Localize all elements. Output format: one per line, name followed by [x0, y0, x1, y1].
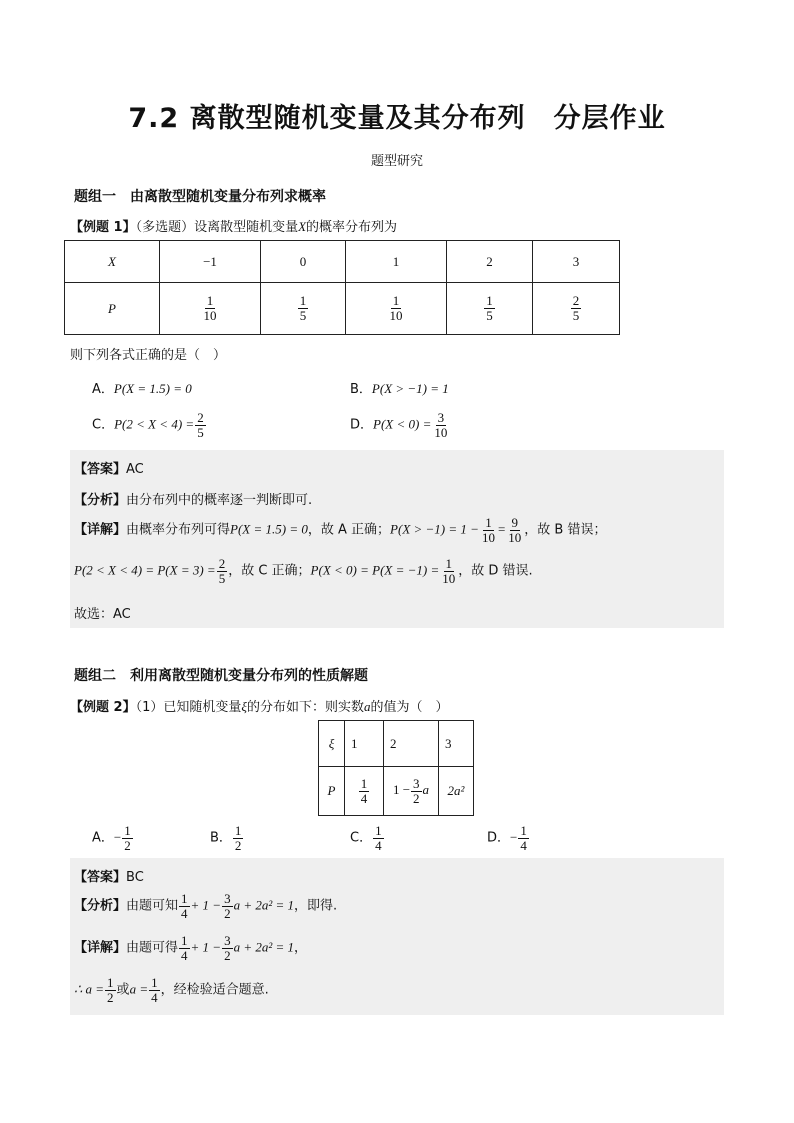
table2-row-xi: ξ 1 2 3	[319, 721, 474, 767]
analysis-1: 【分析】由分布列中的概率逐一判断即可.	[74, 493, 313, 508]
table1-row-p	[65, 283, 620, 335]
option-d: D．P(X < 0) = $\frac{3}{10}$	[350, 410, 448, 440]
table1-x-cell: 1	[346, 241, 447, 283]
detail-2: 【详解】由题可得 $\frac{1}{4}$ + 1 − $\frac{3}{2}$ a + 2a² = 1，	[74, 933, 308, 963]
group1-heading: 题组一 由离散型随机变量分布列求概率	[74, 189, 326, 205]
final-1: 故选：AC	[74, 607, 131, 622]
option-a: A．P(X = 1.5) = 0	[92, 381, 192, 397]
answer-2: 【答案】BC	[74, 870, 144, 885]
page-subtitle: 题型研究	[370, 154, 423, 169]
option2-c: C． $\frac{1}{4}$	[350, 823, 382, 853]
table1-x-cell: −1	[160, 241, 261, 283]
page-title: 7.2 离散型随机变量及其分布列 分层作业	[128, 103, 666, 134]
example2-prompt: 【例题 2】（1）已知随机变量ξ的分布如下：则实数a的值为（ ）	[70, 699, 449, 715]
option-b: B．P(X > −1) = 1	[350, 381, 449, 397]
option-d-expr: P(X < 0) =	[373, 416, 432, 432]
table1-x-cell: 3	[533, 241, 620, 283]
distribution-table-1	[64, 240, 620, 335]
table1-p-cell: $\frac{1}{10}$	[346, 283, 447, 335]
option2-d: D．− $\frac{1}{4}$	[487, 823, 527, 853]
answer-1: 【答案】AC	[74, 462, 144, 477]
option-b-expr: P(X > −1) = 1	[371, 381, 449, 396]
example1-prompt	[70, 216, 397, 235]
analysis-2: 【分析】由题可知 $\frac{1}{4}$ + 1 − $\frac{3}{2}$ a + 2a² = 1，即得.	[74, 891, 338, 921]
table1-head-p: P	[65, 283, 160, 335]
table1-x-cell: 2	[447, 241, 533, 283]
table1-p-cell: $\frac{1}{5}$	[261, 283, 346, 335]
table2-row-p: P $\frac{1}{4}$ 1 − $\frac{3}{2}$ a 2a²	[319, 767, 474, 816]
table1-head-x: X	[65, 241, 160, 283]
example1-label: 【例题 1】	[70, 220, 136, 235]
detail-1-line2: P(2 < X < 4) = P(X = 3) = $\frac{2}{5}$ ，故 C 正确；P(X < 0) = P(X = −1) = $\frac{1}{10}$ ，故 D 错误.	[74, 556, 533, 586]
example1-text-b: 的概率分布列为	[306, 220, 398, 235]
group2-heading: 题组二 利用离散型随机变量分布列的性质解题	[74, 668, 368, 684]
option-a-expr: P(X = 1.5) = 0	[113, 381, 192, 396]
table1-p-cell: $\frac{1}{10}$	[160, 283, 261, 335]
table1-x-cell: 0	[261, 241, 346, 283]
table1-p-cell: $\frac{1}{5}$	[447, 283, 533, 335]
option-c: C．P(2 < X < 4) = $\frac{2}{5}$	[92, 410, 204, 440]
distribution-table-2	[318, 720, 474, 816]
detail-1-line1: 【详解】由概率分布列可得P(X = 1.5) = 0，故 A 正确；P(X > −1) = 1 − $\frac{1}{10}$ = $\frac{9}{10}$ ，故 B 错误；	[74, 515, 607, 545]
option2-b: B． $\frac{1}{2}$	[210, 823, 242, 853]
example1-var: X	[298, 219, 307, 234]
option-c-expr: P(2 < X < 4) =	[114, 416, 195, 432]
final-2: ∴ a = $\frac{1}{2}$ 或a = $\frac{1}{4}$ ，经检验适合题意.	[74, 975, 269, 1005]
table1-p-cell: $\frac{2}{5}$	[533, 283, 620, 335]
example1-question: 则下列各式正确的是（ ）	[70, 348, 227, 363]
table1-row-x	[65, 241, 620, 283]
option2-a: A．− $\frac{1}{2}$	[92, 823, 131, 853]
example1-text-a: （多选题）设离散型随机变量	[135, 220, 299, 235]
